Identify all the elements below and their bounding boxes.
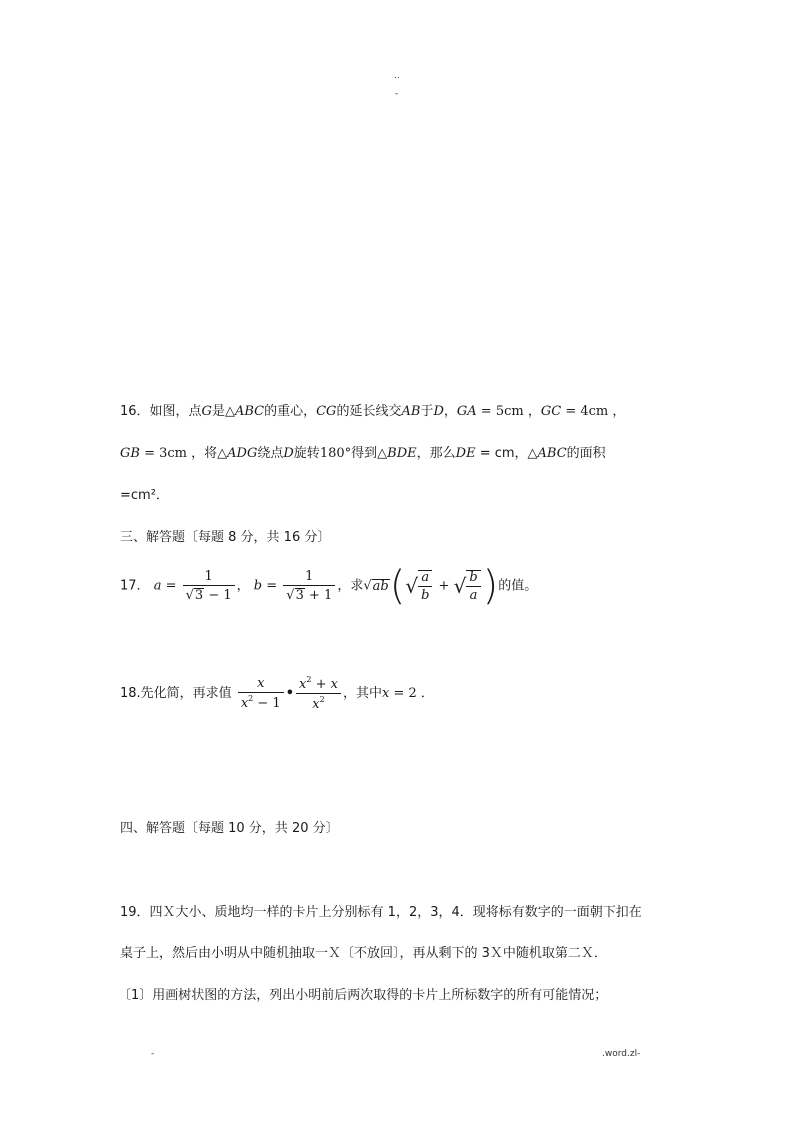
header-dots: .. (394, 71, 400, 81)
fraction-a: $\frac{1}{√3 - 1}$ (183, 570, 235, 602)
question-16-line-1: 16．如图，点G是△ABC的重心，CG的延长线交AB于D，GA = 5cm ，GC = 4cm ， (120, 404, 626, 419)
question-19-line-3: 〔1〕用画树状图的方法，列出小明前后两次取得的卡片上所标数字的所有可能情况； (118, 988, 608, 1003)
fraction-b: $\frac{1}{√3 + 1}$ (283, 570, 335, 602)
question-19-line-2: 桌子上，然后由小明从中随机抽取一Ｘ〔不放回〕，再从剩下的 3Ｘ中随机取第二Ｘ． (120, 946, 607, 961)
question-19-line-1: 19．四Ｘ大小、质地均一样的卡片上分别标有 1，2，3，4．现将标有数字的一面朝下扣在 (120, 905, 642, 920)
fraction-1: $\frac{x}{x^2 - 1}$ (238, 677, 284, 710)
footer-right: .word.zl- (602, 1049, 641, 1059)
section-3-heading: 三、解答题〔每题 8 分，共 16 分〕 (120, 530, 331, 545)
question-16-line-3: =cm²． (120, 488, 169, 503)
question-16-line-2: GB = 3cm ，将△ADG绕点D旋转180°得到△BDE，那么DE = cm，△ABC的面积 (120, 446, 606, 461)
question-17: 17． a = $\frac{1}{√3 - 1}$ ， b = $\frac{1}{√3 + 1}$ ，求√ab(√ $\frac{a}{b}$ + √ $\frac{b}{a}$ )的值。 (120, 563, 538, 609)
section-4-heading: 四、解答题〔每题 10 分，共 20 分〕 (120, 821, 339, 836)
question-18: 18.先化简，再求值 $\frac{x}{x^2 - 1}$ • $\frac{x^2 + x}{x^2}$ ，其中x = 2 ． (120, 675, 434, 712)
footer-left: - (151, 1049, 155, 1059)
fraction-2: $\frac{x^2 + x}{x^2}$ (296, 676, 341, 711)
header-dash: - (395, 89, 399, 99)
